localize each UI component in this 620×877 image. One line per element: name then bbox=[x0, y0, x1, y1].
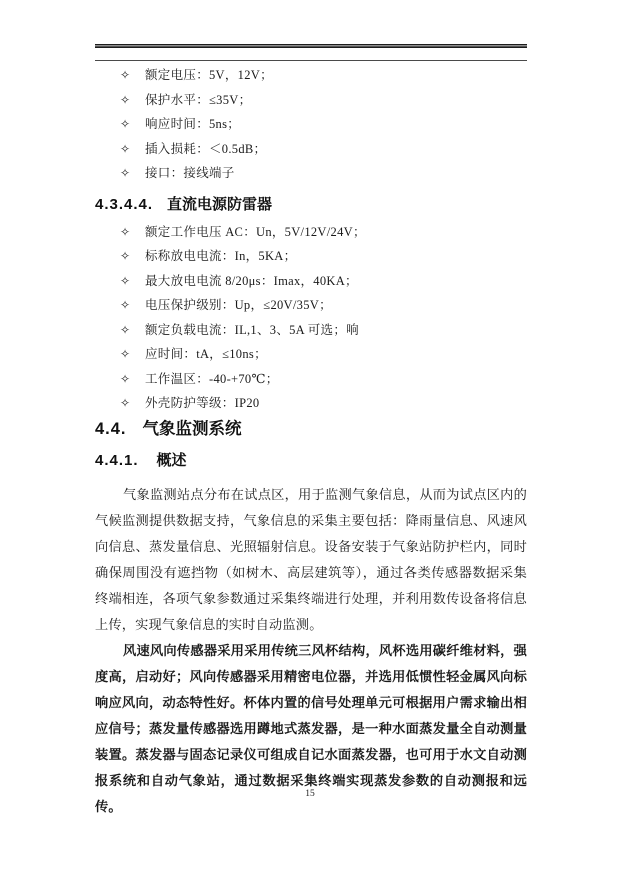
page-content bbox=[0, 44, 620, 820]
spec-text: 工作温区：-40-+70℃； bbox=[145, 371, 279, 386]
diamond-bullet-icon: ✧ bbox=[120, 166, 131, 180]
list-item bbox=[95, 342, 527, 367]
list-item bbox=[95, 269, 527, 294]
header-rule-thin bbox=[95, 60, 527, 61]
list-item bbox=[95, 220, 527, 245]
spec-text: 标称放电电流：In，5KA； bbox=[145, 249, 297, 263]
spec-text: 额定电压：5V，12V； bbox=[145, 68, 273, 82]
spec-text: 电压保护级别：Up，≤20V/35V； bbox=[145, 298, 332, 312]
spec-text: 接口：接线端子 bbox=[145, 166, 235, 180]
spec-text: 外壳防护等级：IP20 bbox=[145, 396, 260, 410]
list-item bbox=[95, 161, 527, 186]
diamond-bullet-icon: ✧ bbox=[120, 371, 131, 386]
spec-text: 最大放电电流 8/20μs：Imax，40KA； bbox=[145, 273, 358, 288]
list-item bbox=[95, 88, 527, 113]
list-item bbox=[95, 137, 527, 162]
list-item bbox=[95, 244, 527, 269]
heading-title: 概述 bbox=[156, 451, 187, 469]
spec-text: 响应时间：5ns； bbox=[145, 117, 241, 131]
heading-number: 4.4. bbox=[95, 419, 127, 438]
list-item bbox=[95, 112, 527, 137]
spec-text: 保护水平：≤35V； bbox=[145, 92, 252, 107]
diamond-bullet-icon: ✧ bbox=[120, 224, 131, 239]
heading-number: 4.4.1. bbox=[95, 451, 139, 469]
section-heading-dc-surge-protector bbox=[95, 195, 527, 215]
diamond-bullet-icon: ✧ bbox=[120, 298, 131, 312]
diamond-bullet-icon: ✧ bbox=[120, 141, 131, 156]
diamond-bullet-icon: ✧ bbox=[120, 396, 131, 410]
diamond-bullet-icon: ✧ bbox=[120, 92, 131, 107]
header-rule-thick bbox=[95, 44, 527, 48]
page-number: 15 bbox=[305, 789, 315, 799]
overview-paragraph-2: 风速风向传感器采用采用传统三风杯结构，风杯选用碳纤维材料，强度高，启动好；风向传感器采用精密电位器，并选用低惯性轻金属风向标响应风向，动态特性好。杯体内置的信号处理单元可根据用户需求输出相应信号；蒸发量传感器选用蹲地式蒸发器，是一种水面蒸发量全自动测量装置。蒸发器与固态记录仪可组成自记水面蒸发器，也可用于水文自动测报系统和自动气象站，通过数据采集终端实现蒸发参数的自动测报和远传。 bbox=[95, 642, 527, 814]
diamond-bullet-icon: ✧ bbox=[120, 68, 131, 82]
diamond-bullet-icon: ✧ bbox=[120, 322, 131, 337]
spec-list-dc-surge bbox=[95, 220, 527, 416]
diamond-bullet-icon: ✧ bbox=[120, 249, 131, 263]
list-item bbox=[95, 391, 527, 416]
heading-title: 直流电源防雷器 bbox=[167, 195, 273, 213]
spec-text: 额定工作电压 AC：Un，5V/12V/24V； bbox=[145, 224, 366, 239]
spec-text: 应时间：tA，≤10ns； bbox=[145, 347, 267, 361]
list-item bbox=[95, 63, 527, 88]
list-item bbox=[95, 367, 527, 392]
spec-list-ethernet-surge bbox=[95, 63, 527, 186]
section-heading-overview bbox=[95, 450, 527, 471]
spec-text: 额定负载电流：IL,1、3、5A 可选；响 bbox=[145, 322, 359, 337]
heading-number: 4.3.4.4. bbox=[95, 195, 154, 213]
diamond-bullet-icon: ✧ bbox=[120, 117, 131, 131]
diamond-bullet-icon: ✧ bbox=[120, 273, 131, 288]
list-item bbox=[95, 293, 527, 318]
section-heading-weather-monitoring bbox=[95, 418, 527, 440]
spec-text: 插入损耗：＜0.5dB； bbox=[145, 141, 267, 156]
diamond-bullet-icon: ✧ bbox=[120, 347, 131, 361]
list-item bbox=[95, 318, 527, 343]
overview-paragraph-1: 气象监测站点分布在试点区，用于监测气象信息，从而为试点区内的气候监测提供数据支持，气象信息的采集主要包括：降雨量信息、风速风向信息、蒸发量信息、光照辐射信息。设备安装于气象站防护栏内，同时确保周围没有遮挡物（如树木、高层建筑等），通过各类传感器数据采集终端相连，各项气象参数通过采集终端进行处理，并利用数传设备将信息上传，实现气象信息的实时自动监测。 bbox=[95, 486, 527, 632]
heading-title: 气象监测系统 bbox=[142, 419, 242, 438]
